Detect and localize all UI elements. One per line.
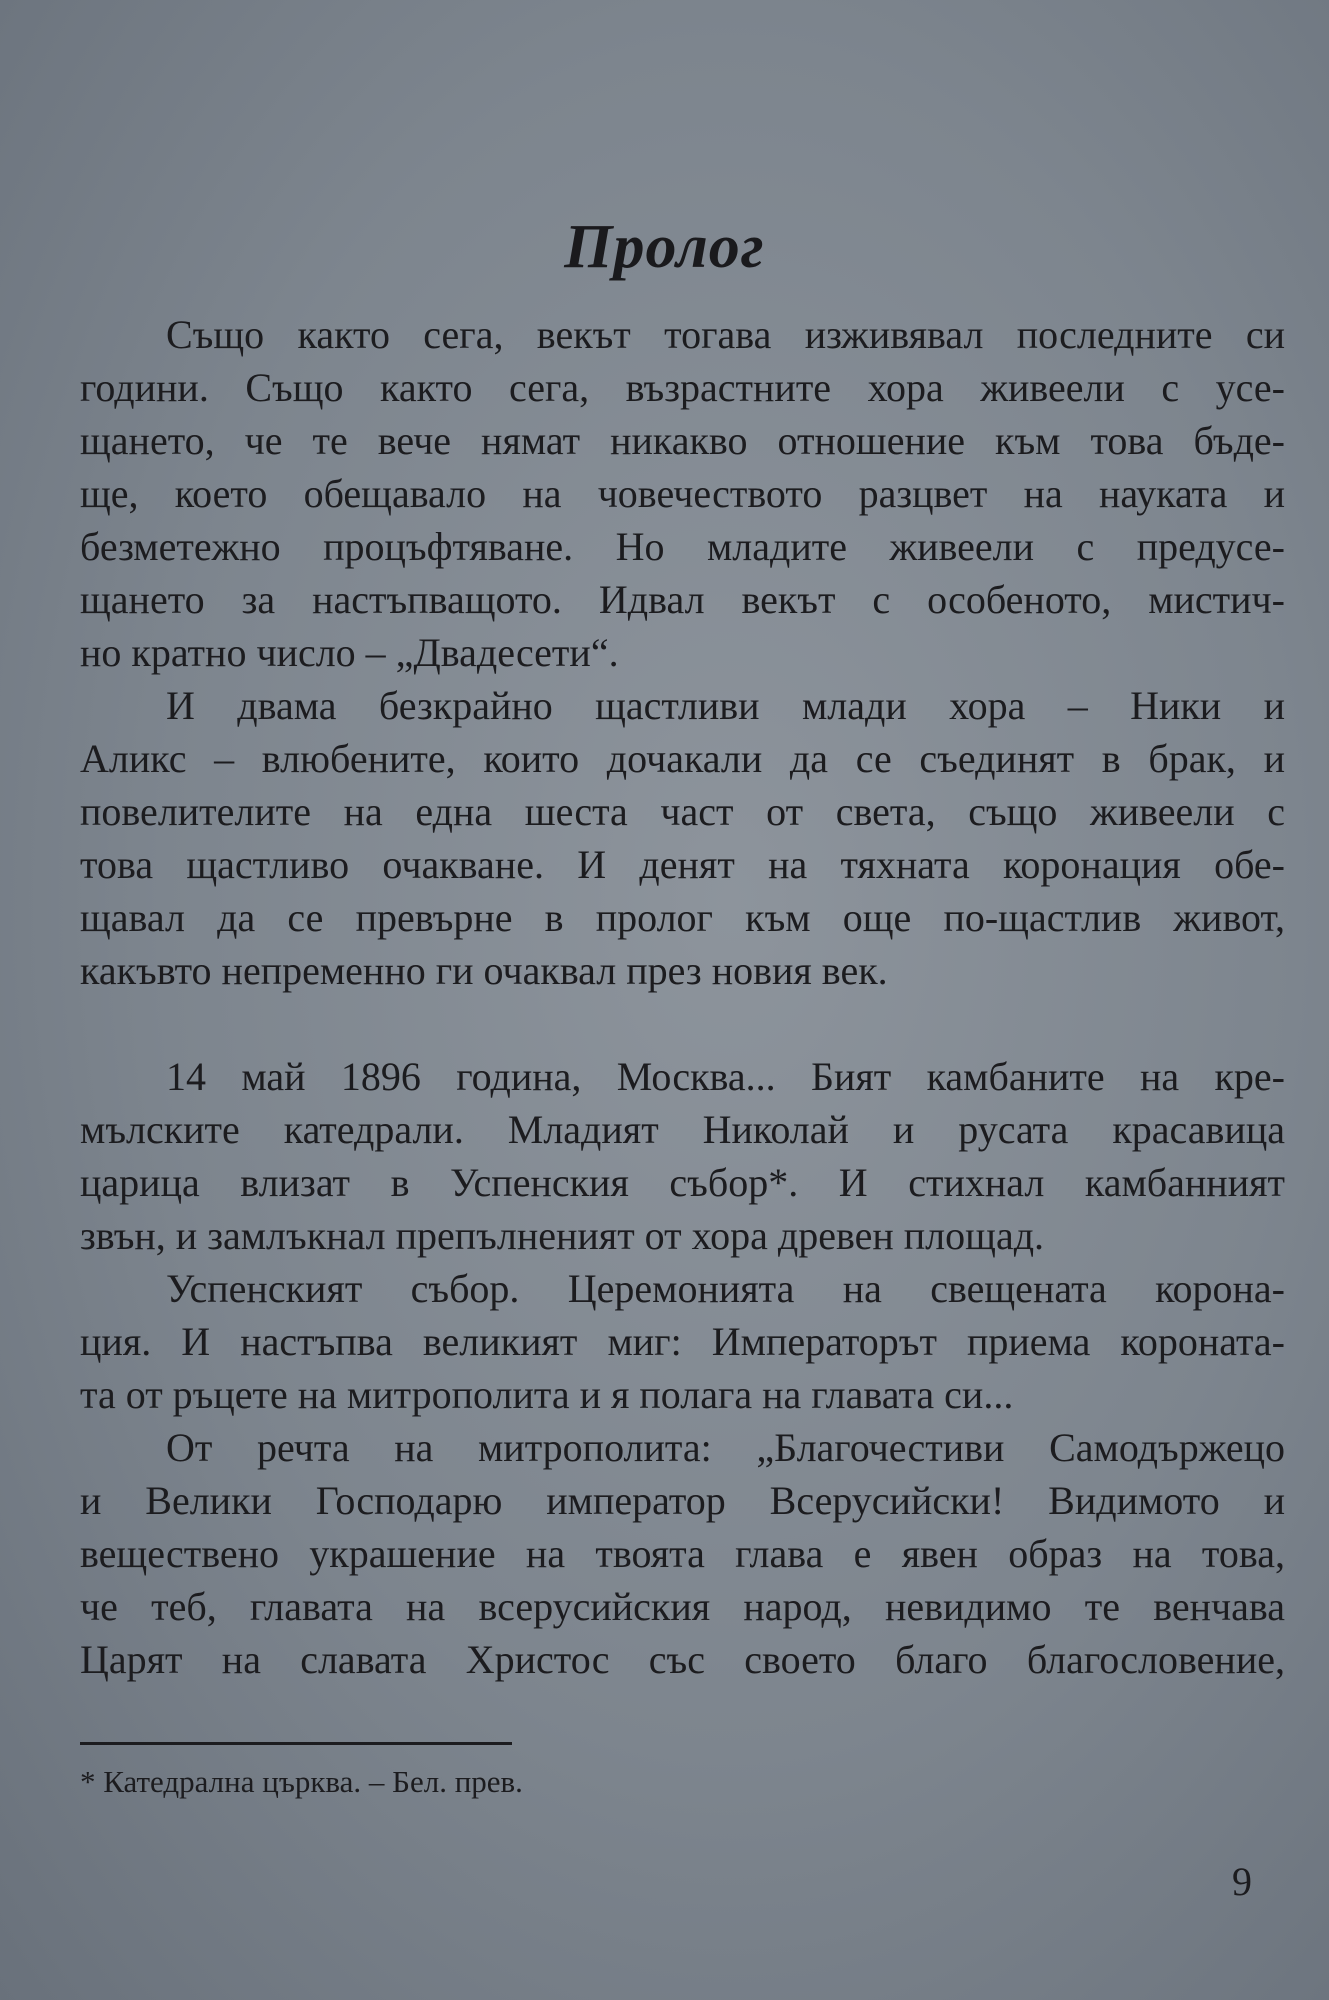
text-line: какъвто непременно ги очаквал през новия век. [80,948,888,993]
text-line: И двама безкрайно щастливи млади хора – Ники и [166,683,1285,728]
text-line: но кратно число – „Двадесети“. [80,630,619,675]
text-line: ция. И настъпва великият миг: Императорът приема короната- [80,1319,1285,1364]
text-line: веществено украшение на твоята глава е явен образ на това, [80,1531,1285,1576]
text-line: Успенският събор. Церемонията на свещената корона- [166,1266,1285,1311]
text-line: Също както сега, векът тогава изживявал последните си [166,312,1285,357]
footnote: * Катедрална църква. – Бел. прев. [80,1764,523,1799]
text-line: 14 май 1896 година, Москва... Бият камбаните на кре- [166,1054,1285,1099]
text-line: та от ръцете на митрополита и я полага на главата си... [80,1372,1014,1417]
body-text [80,308,1285,1686]
text-line: звън, и замлъкнал препълненият от хора древен площад. [80,1213,1045,1258]
text-line: царица влизат в Успенския събор*. И стихнал камбанният [80,1160,1285,1205]
page-number: 9 [1232,1859,1252,1904]
section-gap [80,997,1285,1050]
text-line: това щастливо очакване. И денят на тяхната коронация обе- [80,842,1285,887]
text-line: безметежно процъфтяване. Но младите живеели с предусе- [80,524,1285,569]
text-line: Царят на славата Христос със своето благо благословение, [80,1637,1285,1682]
text-line: години. Също както сега, възрастните хора живеели с усе- [80,365,1285,410]
chapter-title: Пролог [564,213,765,281]
text-line: щането за настъпващото. Идвал векът с особеното, мистич- [80,577,1285,622]
text-line: мълските катедрали. Младият Николай и русата красавица [80,1107,1285,1152]
text-line: повелителите на една шеста част от света, също живеели с [80,789,1285,834]
text-line: ще, което обещавало на човечеството разцвет на науката и [80,471,1285,516]
text-line: Аликс – влюбените, които дочакали да се съединят в брак, и [80,736,1285,781]
footnote-divider [80,1742,512,1745]
text-line: и Велики Господарю император Всерусийски! Видимото и [80,1478,1285,1523]
text-line: щавал да се превърне в пролог към още по-щастлив живот, [80,895,1285,940]
text-line: щането, че те вече нямат никакво отношение към това бъде- [80,418,1285,463]
text-line: че теб, главата на всерусийския народ, невидимо те венчава [80,1584,1285,1629]
text-line: От речта на митрополита: „Благочестиви Самодържецо [166,1425,1285,1470]
